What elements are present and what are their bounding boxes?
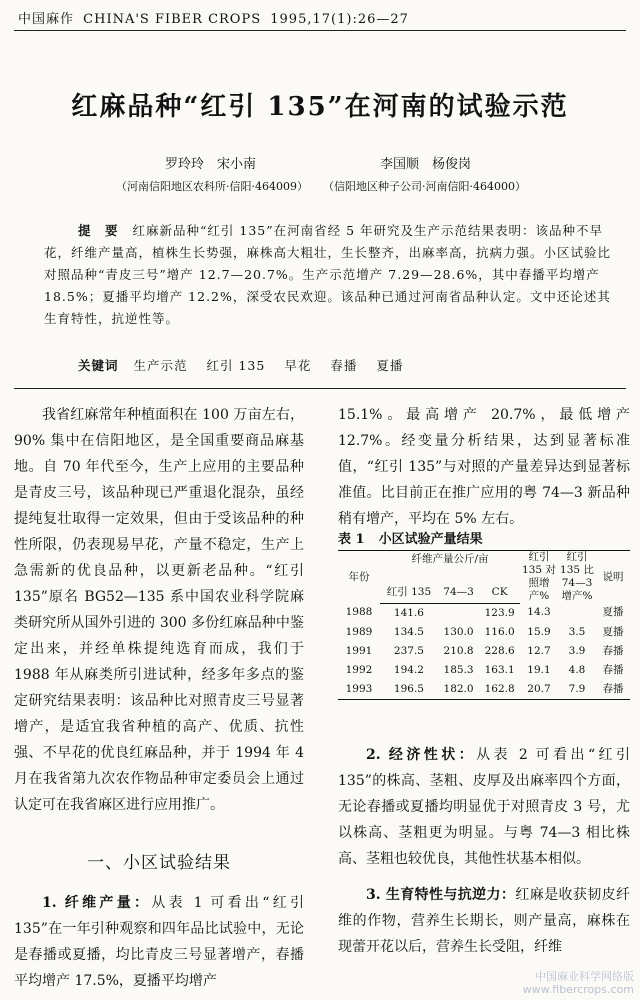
section-heading-1: 一、小区试验结果 <box>87 853 231 873</box>
left-column-p1 <box>14 890 304 994</box>
table-title: 小区试验产量结果 <box>378 532 483 547</box>
th-inc-ck: 红引 135 对照增产% <box>520 551 558 604</box>
p1-label: 1. 纤维产量： <box>42 895 152 911</box>
table-row: 1992 194.2 185.3 163.1 19.1 4.8 春播 <box>345 663 624 676</box>
journal-cn: 中国麻作 <box>18 12 75 27</box>
th-74-3: 74—3 <box>438 568 479 603</box>
yield-table <box>338 550 630 700</box>
th-year: 年份 <box>338 551 380 604</box>
keywords <box>78 356 417 374</box>
abstract <box>44 220 614 330</box>
citation: 1995,17(1):26—27 <box>270 12 409 27</box>
right-column-rest <box>338 742 630 960</box>
th-hongyin135: 红引 135 <box>380 568 438 603</box>
left-column <box>14 402 304 818</box>
author-group-1: 罗玲玲 宋小南 <box>165 157 257 172</box>
th-inc-743: 红引 135 比 74—3 增产% <box>558 551 596 604</box>
intro-paragraph: 我省红麻常年种植面积在 100 万亩左右，90% 集中在信阳地区，是全国重要商品麻基地。自 70 年代至今，生产上应用的主要品种是青皮三号，该品种现已严重退化混杂，虽经提纯复壮取得一定效果，但由于受该品种的种性所限，仍表现易早花，产量不稳定，生产上急需新的优良品种，以更新老品种。“红引 135”原名 BG52—135 系中国农业科学院麻类研究所从国外引进的 300 多份红麻品种中鉴定出来，并经单株提纯选育而成，我们于 1988 年从麻类所引进试种，经多年多点的鉴定研究结果表明：该品种比对照青皮三号显著增产，是适宜我省种植的高产、优质、抗性强、不早花的优良红麻品种，并于 1994 年 4 月在我省第九次农作物品种审定委员会上通过认定可在我省麻区进行应用推广。 <box>14 407 304 813</box>
table-row: 1989 134.5 130.0 116.0 15.9 3.5 夏播 <box>345 625 624 638</box>
journal-en: CHINA'S FIBER CROPS <box>83 12 262 27</box>
p2-text: 从表 2 可看出“红引 135”的株高、茎粗、皮厚及出麻率四个方面，无论春播或夏播均明显优于对照青皮 3 号，尤以株高、茎粗更为明显。与粤 74—3 相比株高、茎粗也较优良，其他性状基本相似。 <box>338 747 630 867</box>
th-ck: CK <box>479 568 520 603</box>
continued-paragraph: 15.1%。最高增产 20.7%，最低增产 12.7%。经变量分析结果，达到显著标准值，“红引 135”与对照的产量差异达到显著标准值。比目前正在推广应用的粤 74—3 新品种稍有增产，平均在 5% 左右。 <box>338 407 630 527</box>
abstract-text: 红麻新品种“红引 135”在河南省经 5 年研究及生产示范结果表明：该品种不早花，纤维产量高，植株生长势强，麻株高大粗壮，生长整齐，出麻率高，抗病力强。小区试验比对照品种“青皮三号”增产 12.7—20.7%。生产示范增产 7.29—28.6%，其中春播平均增产 18.5%；夏播平均增产 12.2%，深受农民欢迎。该品种已通过河南省品种认定。文中还论述其生育特性，抗逆性等。 <box>44 223 612 326</box>
site-watermark: 中国麻业科学网络版 www.fibercrops.com <box>522 970 634 996</box>
paper-title: 红麻品种“红引 135”在河南的试验示范 <box>71 92 569 122</box>
keyword: 早花 <box>284 358 312 373</box>
keyword: 春播 <box>330 358 358 373</box>
p3-label: 3. 生育特性与抗逆力： <box>366 887 516 903</box>
keyword: 生产示范 <box>133 358 188 373</box>
abstract-rule <box>14 388 626 389</box>
th-note: 说明 <box>596 551 630 604</box>
table-row: 1991 237.5 210.8 228.6 12.7 3.9 春播 <box>345 644 624 657</box>
running-header <box>18 8 413 27</box>
th-yield-group: 纤维产量公斤/亩 <box>380 551 520 568</box>
affiliation-2: （信阳地区种子公司·河南信阳·464000） <box>323 180 526 193</box>
affiliation-1: （河南信阳地区农科所·信阳·464009） <box>116 180 308 193</box>
author-group-2: 李国顺 杨俊岗 <box>380 157 472 172</box>
table-row: 1988 141.6 123.9 14.3 夏播 <box>345 606 624 619</box>
keywords-label: 关键词 <box>78 358 119 373</box>
keyword: 红引 135 <box>206 358 266 373</box>
table-caption <box>338 528 630 547</box>
p3-text: 红麻是收获韧皮纤维的作物，营养生长期长，则产量高，麻株在现蕾开花以后，营养生长受阻，纤维 <box>338 887 630 955</box>
table-row: 1993 196.5 182.0 162.8 20.7 7.9 春播 <box>338 680 630 700</box>
table-label: 表 1 <box>338 532 365 547</box>
p2-label: 2. 经济性状： <box>366 747 477 763</box>
abstract-label: 提 要 <box>78 223 119 238</box>
p1-text: 从表 1 可看出“红引 135”在一年引种观察和四年品比试验中，无论是春播或夏播，均比青皮三号显著增产，春播平均增产 17.5%，夏播平均增产 <box>14 895 304 989</box>
header-rule <box>14 30 626 31</box>
keyword: 夏播 <box>376 358 404 373</box>
right-column-cont <box>338 402 630 532</box>
